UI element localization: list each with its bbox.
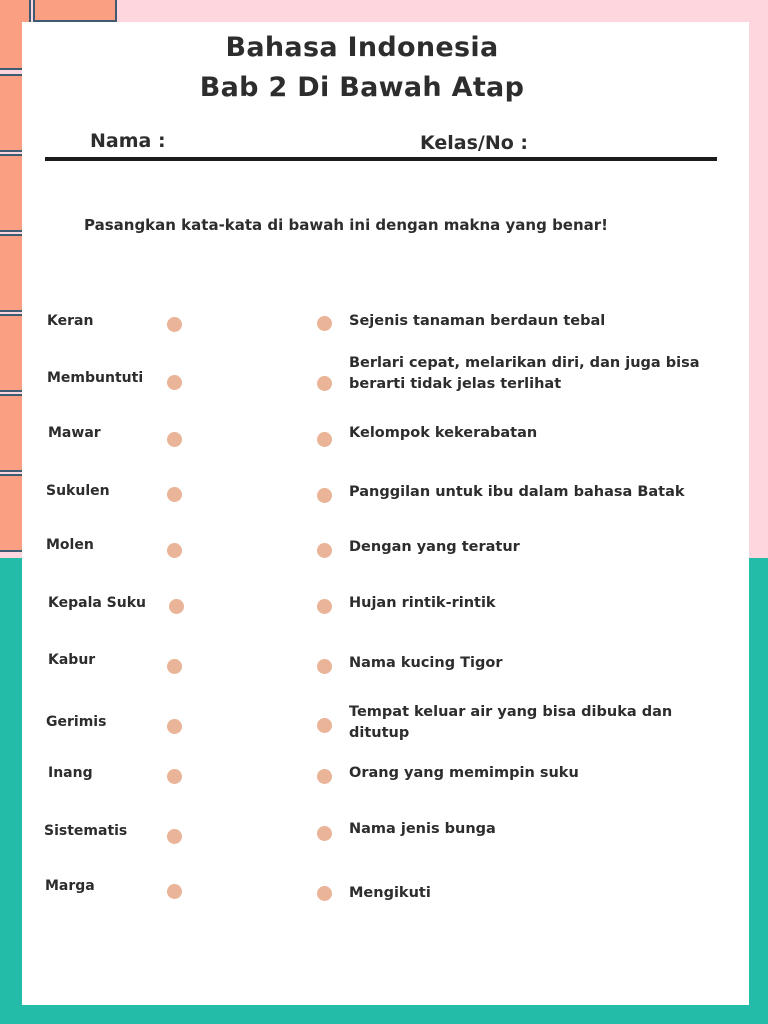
name-label: Nama : xyxy=(90,130,166,152)
right-match-dot[interactable] xyxy=(317,432,332,447)
word-item: Marga xyxy=(45,878,95,894)
definition-item: Dengan yang teratur xyxy=(349,539,520,555)
word-item: Kabur xyxy=(48,652,96,668)
left-match-dot[interactable] xyxy=(167,659,182,674)
class-label: Kelas/No : xyxy=(420,132,529,154)
tile xyxy=(0,74,24,152)
left-match-dot[interactable] xyxy=(167,719,182,734)
word-item: Sistematis xyxy=(44,823,128,839)
definition-item: Berlari cepat, melarikan diri, dan juga bisa berarti tidak jelas terlihat xyxy=(349,355,700,392)
definition-item: Mengikuti xyxy=(349,885,431,901)
right-match-dot[interactable] xyxy=(317,769,332,784)
word-item: Gerimis xyxy=(46,714,107,730)
left-match-dot[interactable] xyxy=(167,884,182,899)
title-line-2: Bab 2 Di Bawah Atap xyxy=(199,72,525,103)
header-underline xyxy=(45,157,717,161)
definition-item: Sejenis tanaman berdaun tebal xyxy=(349,313,606,329)
right-match-dot[interactable] xyxy=(317,543,332,558)
definition-item: Nama jenis bunga xyxy=(349,821,496,837)
left-match-dot[interactable] xyxy=(167,543,182,558)
word-item: Mawar xyxy=(48,425,101,441)
instruction-text: Pasangkan kata-kata di bawah ini dengan makna yang benar! xyxy=(84,216,609,234)
right-match-dot[interactable] xyxy=(317,718,332,733)
word-item: Molen xyxy=(46,537,94,553)
definition-item: Hujan rintik-rintik xyxy=(349,595,496,611)
tile xyxy=(0,394,24,472)
word-item: Membuntuti xyxy=(47,370,144,386)
tile xyxy=(33,0,117,22)
left-match-dot[interactable] xyxy=(169,599,184,614)
right-match-dot[interactable] xyxy=(317,826,332,841)
definition-item: Tempat keluar air yang bisa dibuka dan ditutup xyxy=(349,704,673,741)
word-item: Keran xyxy=(47,313,94,329)
left-match-dot[interactable] xyxy=(167,487,182,502)
worksheet-paper xyxy=(22,22,749,1005)
title-line-1: Bahasa Indonesia xyxy=(225,32,499,63)
tile xyxy=(0,474,24,552)
definition-item: Nama kucing Tigor xyxy=(349,655,503,671)
left-match-dot[interactable] xyxy=(167,317,182,332)
definition-item: Panggilan untuk ibu dalam bahasa Batak xyxy=(349,484,685,500)
tile xyxy=(0,154,24,232)
tile xyxy=(0,234,24,312)
right-match-dot[interactable] xyxy=(317,316,332,331)
word-item: Sukulen xyxy=(46,483,110,499)
word-item: Kepala Suku xyxy=(48,595,147,611)
tile xyxy=(0,314,24,392)
right-match-dot[interactable] xyxy=(317,886,332,901)
right-match-dot[interactable] xyxy=(317,599,332,614)
right-match-dot[interactable] xyxy=(317,376,332,391)
left-match-dot[interactable] xyxy=(167,375,182,390)
left-match-dot[interactable] xyxy=(167,829,182,844)
right-match-dot[interactable] xyxy=(317,659,332,674)
left-match-dot[interactable] xyxy=(167,769,182,784)
definition-item: Kelompok kekerabatan xyxy=(349,425,538,441)
definition-item: Orang yang memimpin suku xyxy=(349,765,579,781)
left-match-dot[interactable] xyxy=(167,432,182,447)
word-item: Inang xyxy=(48,765,93,781)
right-match-dot[interactable] xyxy=(317,488,332,503)
